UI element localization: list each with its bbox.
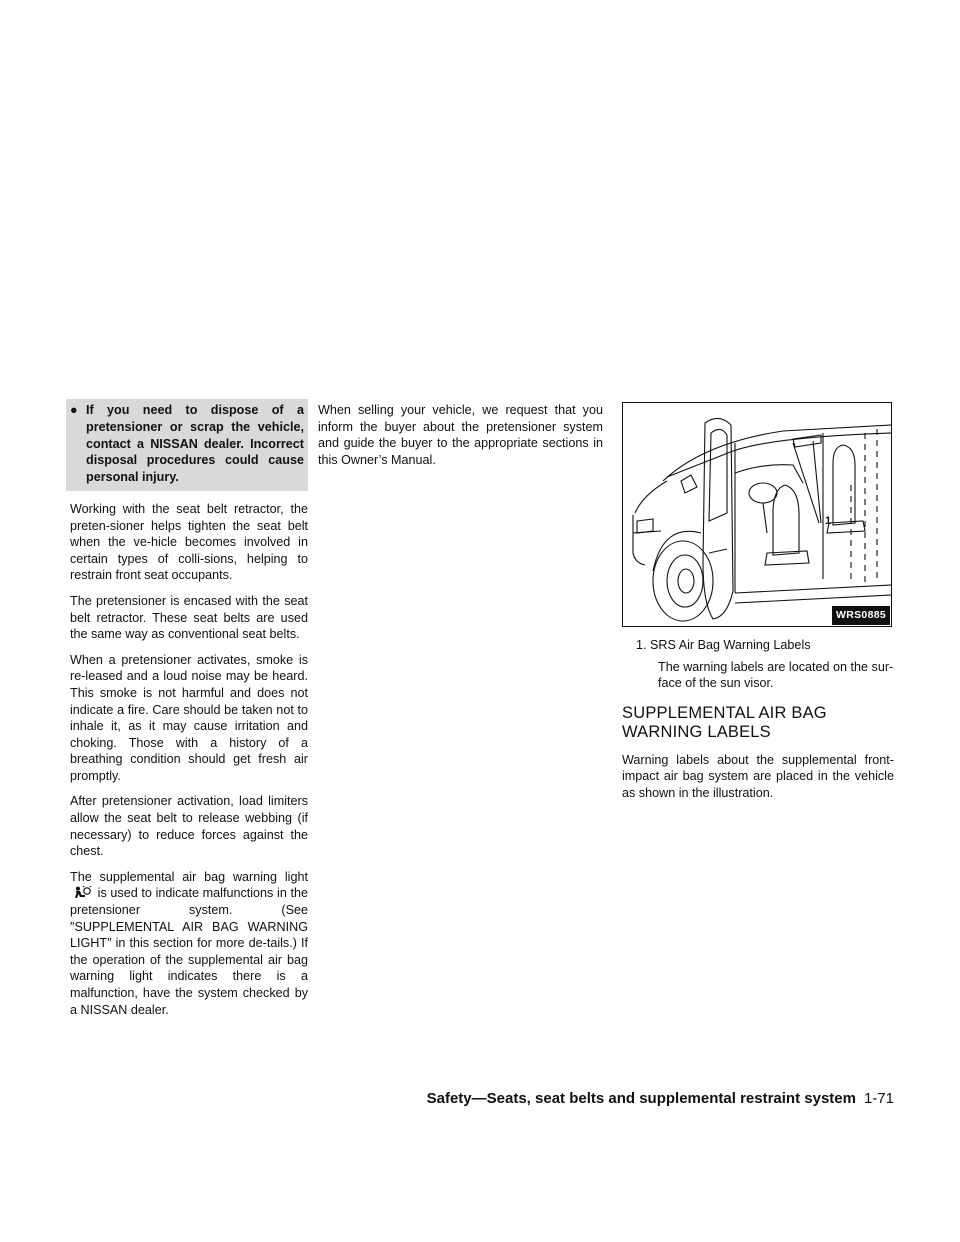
section-heading [622, 704, 894, 742]
paragraph-text-after: is used to indicate malfunctions in the pretensioner system. (See ″SUPPLEMENTAL AIR BAG WARNING LIGHT″ in this section for more de-tails.) If the operation of the supplemental air bag warning light indicates there is a malfunction, have the system checked by a NISSAN dealer. [70, 886, 308, 1017]
paragraph: Working with the seat belt retractor, the preten-sioner helps tighten the seat belt when the ve-hicle becomes involved in certain types of colli-sions, helping to restrain front seat occupants. [70, 501, 308, 583]
middle-column [318, 402, 603, 477]
caption-description: The warning labels are located on the sur-face of the sun visor. [658, 659, 894, 691]
paragraph: The pretensioner is encased with the seat belt retractor. These seat belts are used the same way as conventional seat belts. [70, 593, 308, 642]
page-number: 1-71 [863, 1090, 894, 1107]
left-column [70, 402, 308, 1027]
section-heading-line2: WARNING LABELS [622, 722, 771, 741]
vehicle-illustration [622, 402, 892, 627]
figure-code: WRS0885 [832, 606, 890, 625]
right-column [622, 402, 894, 811]
paragraph: When selling your vehicle, we request that you inform the buyer about the pretensioner system and guide the buyer to the appropriate sections in this Owner’s Manual. [318, 403, 603, 467]
warning-box [66, 399, 308, 491]
paragraph: After pretensioner activation, load limiters allow the seat belt to release webbing (if necessary) to reduce forces against the chest. [70, 794, 308, 859]
paragraph-warning-light [70, 869, 308, 1018]
warning-text: If you need to dispose of a pretensioner or scrap the vehicle, contact a NISSAN dealer. Incorrect disposal procedures could cause personal injury. [86, 403, 304, 485]
paragraph: When a pretensioner activates, smoke is re-leased and a loud noise may be heard. This smoke is not harmful and does not indicate a fire. Care should be taken not to inhale it, as it may cause irritation and choking. Those with a history of a breathing condition should get fresh air promptly. [70, 652, 308, 783]
callout-number: 1 [825, 515, 832, 527]
warning-bullet: ● [70, 403, 78, 417]
page-footer [427, 1090, 894, 1107]
airbag-warning-icon [72, 886, 92, 899]
figure-caption [622, 637, 894, 692]
section-heading-line1: SUPPLEMENTAL AIR BAG [622, 703, 827, 722]
paragraph: Warning labels about the supplemental front-impact air bag system are placed in the vehicle as shown in the illustration. [622, 752, 894, 800]
truck-door-open-illustration [623, 403, 893, 628]
caption-item: 1. SRS Air Bag Warning Labels [636, 638, 811, 652]
paragraph-text-before: The supplemental air bag warning light [70, 869, 308, 884]
footer-section-title: Safety—Seats, seat belts and supplemental restraint system [426, 1090, 856, 1107]
